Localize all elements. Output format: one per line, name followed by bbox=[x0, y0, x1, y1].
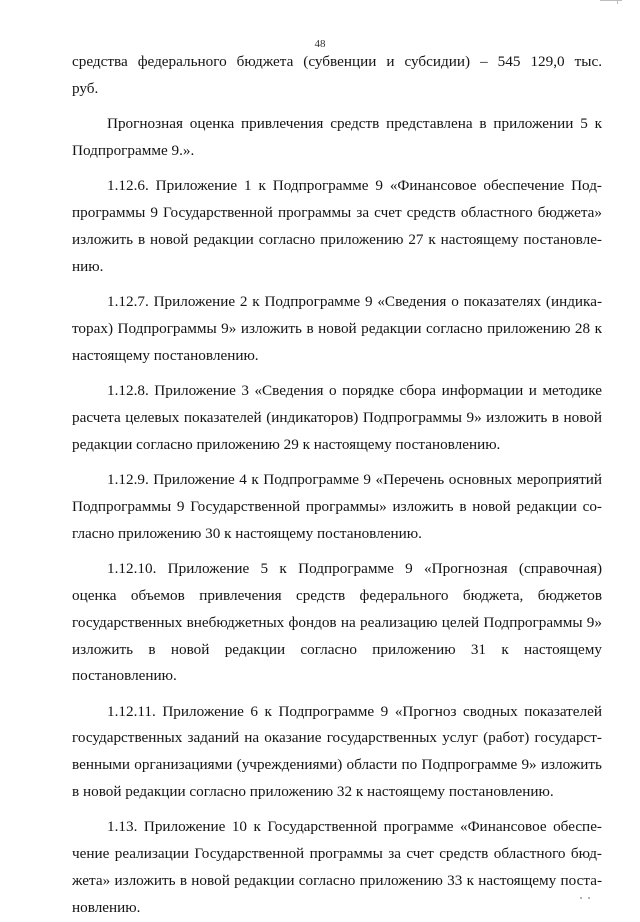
paragraph bbox=[72, 378, 602, 458]
paragraph bbox=[72, 699, 602, 806]
paragraph-spacer bbox=[72, 281, 602, 290]
text-line: новлению. bbox=[72, 898, 141, 916]
text-line: в новой редакции согласно приложению 32 к настоящему постановлению. bbox=[72, 783, 554, 801]
paragraph-spacer bbox=[72, 548, 602, 557]
text-line: 1.12.6. Приложение 1 к Подпрограмме 9 «Финансовое обеспечение Под- bbox=[107, 177, 602, 195]
paragraph bbox=[72, 49, 602, 103]
paragraph bbox=[72, 814, 602, 921]
text-line: государственных внебюджетных фондов на реализацию целей Подпрограммы 9» bbox=[72, 613, 602, 631]
scan-corner-mark bbox=[600, 0, 622, 2]
text-line: Подпрограммы 9 Государственной программы» изложить в новой редакции со- bbox=[72, 497, 602, 515]
paragraph-spacer bbox=[72, 690, 602, 699]
page-number: 48 bbox=[314, 38, 326, 50]
text-line: постановлению. bbox=[72, 667, 177, 685]
text-line: изложить в новой редакции согласно приложению 31 к настоящему bbox=[72, 640, 602, 658]
document-body bbox=[72, 49, 602, 922]
paragraph-spacer bbox=[72, 459, 602, 468]
text-line: 1.12.9. Приложение 4 к Подпрограмме 9 «Перечень основных мероприятий bbox=[107, 471, 602, 489]
paragraph-spacer bbox=[72, 370, 602, 379]
text-line: жета» изложить в новой редакции согласно приложению 33 к настоящему поста- bbox=[72, 872, 602, 890]
paragraph bbox=[72, 556, 602, 690]
text-line: 1.12.8. Приложение 3 «Сведения о порядке сбора информации и методике bbox=[107, 382, 602, 400]
paragraph bbox=[72, 467, 602, 547]
text-line: программы 9 Государственной программы за счет средств областного бюджета» bbox=[72, 204, 602, 222]
paragraph-spacer bbox=[72, 806, 602, 815]
text-line: чение реализации Государственной программы за счет средств областного бюд- bbox=[72, 845, 602, 863]
paragraph-spacer bbox=[72, 103, 602, 112]
text-line: государственных заданий на оказание государственных услуг (работ) государст- bbox=[72, 729, 602, 747]
text-line: 1.12.10. Приложение 5 к Подпрограмме 9 «Прогнозная (справочная) bbox=[107, 560, 602, 578]
text-line: 1.12.11. Приложение 6 к Подпрограмме 9 «Прогноз сводных показателей bbox=[107, 702, 602, 720]
text-line: оценка объемов привлечения средств федерального бюджета, бюджетов bbox=[72, 586, 602, 604]
text-line: средства федерального бюджета (субвенции и субсидии) – 545 129,0 тыс. bbox=[72, 53, 602, 70]
text-line: руб. bbox=[72, 79, 99, 97]
paragraph bbox=[72, 289, 602, 369]
scan-dot-mark bbox=[588, 897, 590, 899]
text-line: расчета целевых показателей (индикаторов) Подпрограммы 9» изложить в новой bbox=[72, 408, 602, 426]
text-line: гласно приложению 30 к настоящему постановлению. bbox=[72, 524, 422, 542]
paragraph bbox=[72, 173, 602, 280]
text-line: торах) Подпрограммы 9» изложить в новой редакции согласно приложению 28 к bbox=[72, 319, 602, 337]
paragraph bbox=[72, 111, 602, 165]
text-line: венными организациями (учреждениями) области по Подпрограмме 9» изложить bbox=[72, 756, 602, 774]
text-line: 1.12.7. Приложение 2 к Подпрограмме 9 «Сведения о показателях (индика- bbox=[107, 293, 602, 311]
scan-dot-mark bbox=[580, 897, 582, 899]
scan-corner-tick bbox=[617, 0, 618, 4]
text-line: изложить в новой редакции согласно приложению 27 к настоящему постановле- bbox=[72, 230, 602, 248]
text-line: нию. bbox=[72, 257, 104, 275]
paragraph-spacer bbox=[72, 165, 602, 174]
text-line: настоящему постановлению. bbox=[72, 346, 259, 364]
text-line: 1.13. Приложение 10 к Государственной программе «Финансовое обеспе- bbox=[107, 818, 602, 836]
text-line: редакции согласно приложению 29 к настоящему постановлению. bbox=[72, 435, 501, 453]
text-line: Подпрограмме 9.». bbox=[72, 141, 195, 159]
text-line: Прогнозная оценка привлечения средств представлена в приложении 5 к bbox=[107, 115, 602, 133]
